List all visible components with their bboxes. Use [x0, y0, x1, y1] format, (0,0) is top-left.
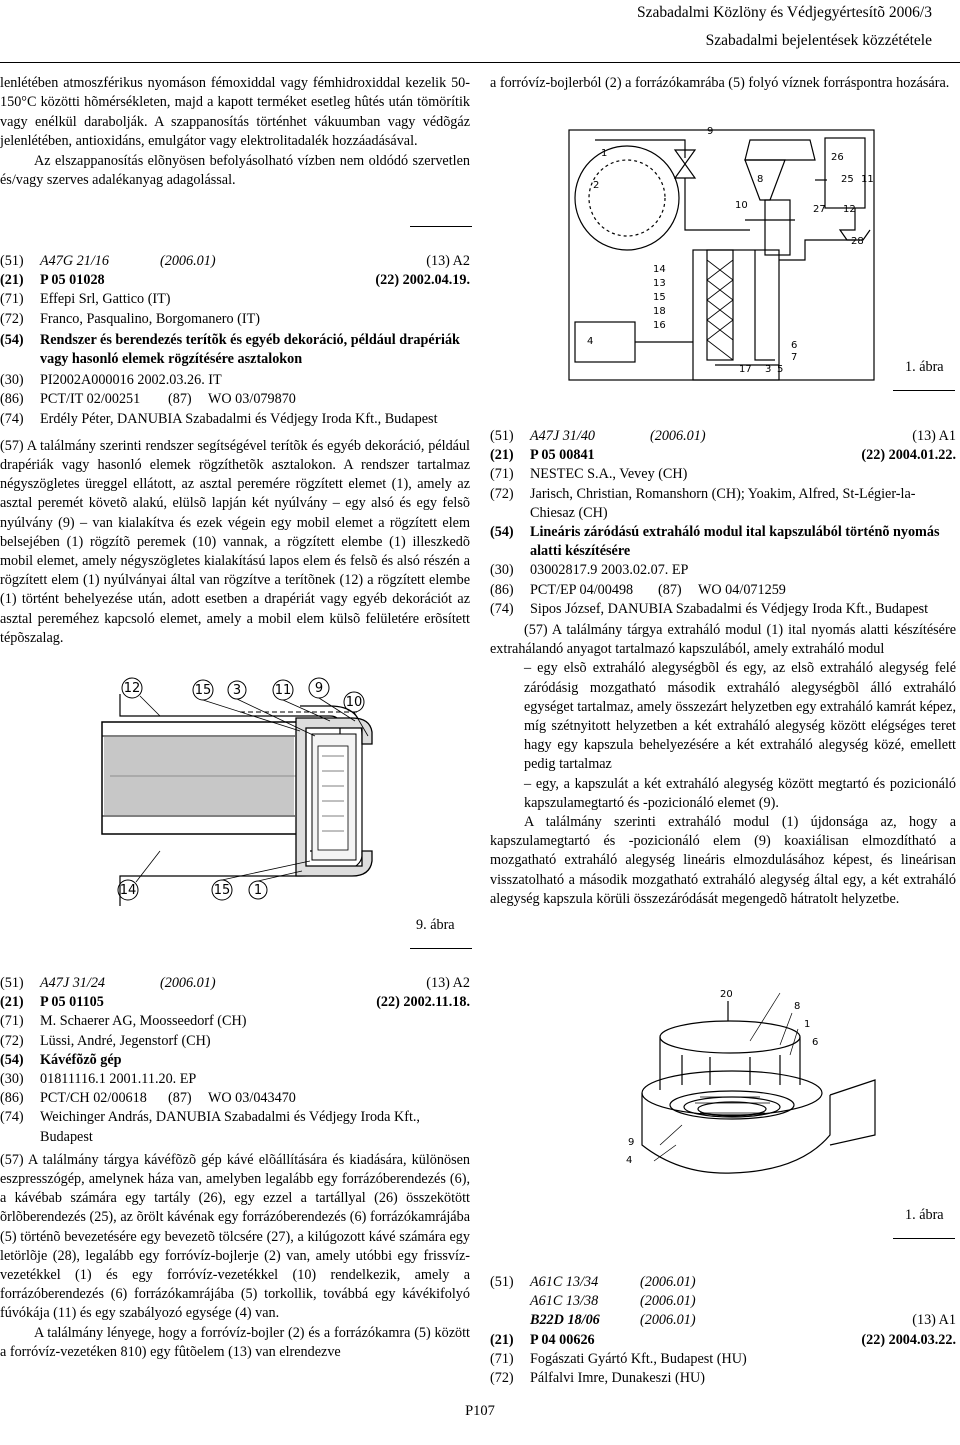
- label-27: 27: [813, 204, 826, 215]
- label-3: 3: [232, 683, 242, 698]
- page-number: P107: [465, 1402, 495, 1419]
- agent: Weichinger András, DANUBIA Szabadalmi és Védjegy Iroda Kft., Budapest: [40, 1109, 420, 1145]
- label-16: 16: [653, 320, 666, 331]
- label-6: 6: [812, 1037, 819, 1048]
- figure-1b-caption: 1. ábra: [905, 1207, 944, 1223]
- priority: 01811116.1 2001.11.20. EP: [40, 1071, 197, 1088]
- label-8: 8: [757, 174, 764, 185]
- abstract: (57) A találmány szerinti rendszer segítségével terítõk és egyéb dekoráció, például drapériák vagy hasonló elemek rögzíthetõk asztalokon. A rendszer tartalmaz négyszögletes üreggel ellátott, az asztal peremére rögzített elemet (1), amely az asztal peremét követõ alakú, elülsõ lapján két nyúlvány – egy alsó és egy felsõ nyúlvány (9) – van kialakítva és ezek végein egy mobil elemet a rögzített elem belsejében (1) rögzítõ peremek (10) vannak, a rögzített elembe (1) illeszkedõ mobil elemet, amely négyszögletes kialakítású lapos elem és felsõ és alsó részén a rögzített elem (1) nyúlványai által van rögzítve a terítõnek (12) a rögzített elembe (1) történt behelyezése után, adott esetben a drapériát vagy egyéb dekorációt az asztal pereméhez kapcsoló elemet, amely a mobil elem külsõ felületére erõsített tépõszalag.: [0, 437, 470, 646]
- label-3: 3: [765, 364, 772, 375]
- figure-1-caption: 1. ábra: [905, 359, 944, 375]
- paragraph: Az elszappanosítás elõnyösen befolyásolható vízben nem oldódó szervetlen és/vagy szerves adalékanyag adagolással.: [0, 152, 470, 189]
- figure-9-drawing: [100, 676, 450, 906]
- patent-entry-a47j-3140: (51) A47J 31/40 (2006.01) (13) A1 (21) P 05 00841 (22) 2004.01.22. (71) NESTEC S.A., Vevey (CH) (72) Jarisch, Christian, Romanshorn (CH); Yoakim, Alfred, St-Légier-la-Chiesaz (CH) (54) Lineáris záródású extraháló modul ital kapszulából történõ nyomás alatti készítésére (30) 03002817.9 2003.02.07. EP (86) PCT/EP 04/00498 (87) WO 04/071259 (74) Sipos József, DANUBIA Szabadalmi és Védjegy Iroda Kft., Budapest (57) A találmány tárgya extraháló modul (1) ital nyomás alatti készítésére extrahálandó anyagot tartalmazó kapszulából, amely extraháló modul – egy elsõ extraháló alegységbõl és egy, az elsõ extraháló alegység felé záródásig mozgatható második extraháló alegységbõl álló extraháló egységet tartalmaz, amely összezárt helyzetben egy extraháló kamrát képez, míg szétnyitott helyzetben a két extraháló alegység között elégséges teret hagy egy kapszula behelyezésére a két extraháló alegység közé, emellett pedig tartalmaz – egy, a kapszulát a két extraháló alegység között megtartó és pozicionáló kapszulamegtartó és -pozicionáló elemet (9). A találmány szerinti extraháló modul (1) újdonsága az, hogy a kapszulamegtartó és -pozicionáló elem (9) koaxiálisan elmozdítható a mozgatható extraháló alegység lineáris elmozdulásához képest, és lineárisan visszatolható a második mozgatható extraháló alegység által egy, a két extraháló alegység kapszula körüli összezáródását megengedõ hátratolt helyzetbe.: [490, 427, 956, 909]
- wo-number: WO 04/071259: [698, 581, 786, 598]
- label-9: 9: [314, 681, 324, 696]
- label-13: 13: [653, 278, 666, 289]
- figure-9-caption: 9. ábra: [416, 917, 455, 933]
- priority: 03002817.9 2003.02.07. EP: [530, 562, 689, 579]
- label-20: 20: [720, 989, 733, 1000]
- inventors: Franco, Pasqualino, Borgomanero (IT): [40, 310, 260, 327]
- label-25: 25: [841, 174, 854, 185]
- inventors: Pálfalvi Imre, Dunakeszi (HU): [530, 1370, 705, 1387]
- ipc-code: A47J 31/40: [530, 428, 596, 444]
- patent-entry-a47g: (51) A47G 21/16 (2006.01) (13) A2 (21) P 05 01028 (22) 2002.04.19. (71) Effepi Srl, Gattico (IT) (72) Franco, Pasqualino, Borgomanero (IT) (54) Rendszer és berendezés terítõk és egyéb dekoráció, például drapériák vagy hasonló elemek rögzítésére asztalokon (30) PI2002A000016 2002.03.26. IT (86) PCT/IT 02/00251 (87) WO 03/079870 (74) Erdély Péter, DANUBIA Szabadalmi és Védjegy Iroda Kft., Budapest (57) A találmány szerinti rendszer segítségével terítõk és egyéb dekoráció, például drapériák vagy hasonló elemek rögzíthetõk asztalokon. A rendszer tartalmaz négyszögletes üreggel ellátott, az asztal peremére rögzített elemet (1), amely az asztal peremét követõ alakú, elülsõ lapján két nyúlvány – egy alsó és egy felsõ nyúlvány (9) – van kialakítva és ezek végein egy mobil elemet a rögzített elem belsejében (1) rögzítõ peremek (10) vannak, a rögzített elembe (1) illeszkedõ mobil elemet, amely négyszögletes kialakítású lapos elem és felsõ és alsó részén a rögzített elem (1) nyúlványai által van rögzítve a terítõnek (12) a rögzített elembe (1) történt behelyezése után, adott esetben a drapériát vagy egyéb dekorációt az asztal pereméhez kapcsoló elemet, amely a mobil elem külsõ felületére erõsített tépõszalag.: [0, 252, 470, 648]
- label-14: 14: [119, 883, 137, 898]
- abstract-dash-item: – egy, a kapszulát a két extraháló alegység között megtartó és pozicionáló kapszulamegtartó és -pozicionáló elemet (9).: [524, 775, 956, 811]
- section-title: Szabadalmi bejelentések közzététele: [705, 32, 932, 49]
- entry-separator: [410, 948, 472, 949]
- label-4: 4: [587, 336, 594, 347]
- label-11: 11: [274, 683, 292, 698]
- wo-number: WO 03/079870: [208, 391, 296, 408]
- label-28: 28: [851, 236, 864, 247]
- label-15: 15: [653, 292, 666, 303]
- applicant: Effepi Srl, Gattico (IT): [40, 291, 171, 308]
- abstract-dash-item: – egy elsõ extraháló alegységbõl és egy, az elsõ extraháló alegység felé záródásig mozgatható második extraháló alegységbõl álló extraháló egységet tartalmaz, amely összezárt helyzetben egy extraháló kamrát képez, míg szétnyitott helyzetben a két extraháló alegység között elégséges teret hagy egy kapszula behelyezésére a két extraháló alegység közé, emellett pedig tartalmaz: [524, 660, 956, 773]
- label-11: 11: [861, 174, 874, 185]
- filing-date: (22) 2004.03.22.: [861, 1331, 956, 1348]
- kind-code: (13) A1: [912, 1312, 956, 1329]
- application-number: P 05 01028: [40, 272, 105, 289]
- label-9: 9: [628, 1137, 635, 1148]
- ipc-code: A61C 13/34: [530, 1274, 599, 1290]
- applicant: Fogászati Gyártó Kft., Budapest (HU): [530, 1350, 747, 1367]
- agent: Sipos József, DANUBIA Szabadalmi és Védjegy Iroda Kft., Budapest: [530, 600, 929, 617]
- label-10: 10: [735, 200, 748, 211]
- applicant: M. Schaerer AG, Moosseedorf (CH): [40, 1013, 247, 1030]
- pct-number: PCT/CH 02/00618: [40, 1090, 147, 1107]
- continued-text: lenlétében atmoszférikus nyomáson fémoxiddal vagy fémhidroxiddal kezelik 50-150°C közötti hõmérsékleten, majd a kapott terméket esetleg hûtés után tömörítik vagy enélkül darabolják. A szappanosítás történhet vákuumban vagy védõgáz jelenlétében, antioxidáns, emulgátor vagy elektrolitadalék hozzáadásával.: [0, 75, 470, 150]
- label-15: 15: [194, 683, 212, 698]
- label-1: 1: [601, 148, 608, 159]
- label-1: 1: [253, 883, 263, 898]
- patent-title: Rendszer és berendezés terítõk és egyéb dekoráció, például drapériák vagy hasonló elemek rögzítésére asztalokon: [40, 331, 460, 368]
- kind-code: (13) A2: [426, 975, 470, 991]
- abstract-paragraph: A találmány szerinti extraháló modul (1) újdonsága az, hogy a kapszulamegtartó és -pozicionáló elem (9) koaxiálisan elmozdítható a mozgatható extraháló alegység lineáris elmozdulásához képest, és lineárisan visszatolható a második mozgatható extraháló alegység által egy, a két extraháló alegység kapszula körüli összezáródását megengedõ hátratolt helyzetbe.: [490, 814, 956, 907]
- header-rule: [0, 62, 960, 63]
- entry-separator: [410, 226, 472, 227]
- filing-date: (22) 2002.04.19.: [375, 272, 470, 289]
- patent-title: Lineáris záródású extraháló modul ital kapszulából történõ nyomás alatti készítésére: [530, 524, 940, 560]
- label-8: 8: [794, 1001, 801, 1012]
- label-26: 26: [831, 152, 844, 163]
- filing-date: (22) 2002.11.18.: [376, 994, 470, 1011]
- label-4: 4: [626, 1155, 633, 1166]
- label-17: 17: [739, 364, 752, 375]
- label-12: 12: [843, 204, 856, 215]
- inventors: Lüssi, André, Jegenstorf (CH): [40, 1032, 211, 1049]
- figure-1-extraction-module: [620, 985, 890, 1190]
- priority: PI2002A000016 2002.03.26. IT: [40, 372, 222, 389]
- wo-number: WO 03/043470: [208, 1090, 296, 1107]
- abstract: (57) A találmány tárgya kávéfõzõ gép kávé elõállítására és kiadására, különösen eszpresszógép, amelynek háza van, amelyben legalább egy forrázóberendezés (6), a kávébab számára egy tartály (26), egy ezzel a tartállyal (26) összekötött õrlõberendezés (25), az õrölt kávénak egy forrázóberendezés (6) forrázókamrájába (5) történõ bevezetésére egy bevezetõ tölcsére (27), a kilúgozott kávé számára egy letörlõje (28), legalább egy forróvíz-bojlerje (2) van, amely utóbbi egy frissvíz-vezetékkel (1) és egy forróvíz-vezetékkel (10) rendelkezik, amely a forrázóberendezés (6) forrázókamrájába (5) torkollik, továbbá egy kávékifolyó fúvókája (11) és egy szabályozó egysége (4) van.: [0, 1151, 470, 1322]
- label-14: 14: [653, 264, 666, 275]
- journal-title: Szabadalmi Közlöny és Védjegyértesítõ 2006/3: [636, 4, 932, 21]
- label-10: 10: [345, 695, 363, 710]
- pct-number: PCT/EP 04/00498: [530, 581, 634, 598]
- ipc-code: B22D 18/06: [530, 1312, 600, 1329]
- kind-code: (13) A1: [912, 428, 956, 444]
- patent-title: Kávéfõzõ gép: [40, 1051, 122, 1068]
- inventors: Jarisch, Christian, Romanshorn (CH); Yoakim, Alfred, St-Légier-la-Chiesaz (CH): [530, 485, 916, 521]
- label-12: 12: [123, 681, 141, 696]
- patent-entry-a47j-3124: (51) A47J 31/24 (2006.01) (13) A2 (21) P 05 01105 (22) 2002.11.18. (71) M. Schaerer AG, Moosseedorf (CH) (72) Lüssi, André, Jegenstorf (CH) (54) Kávéfõzõ gép (30) 01811116.1 2001.11.20. EP (86) PCT/CH 02/00618 (87) WO 03/043470 (74) Weichinger András, DANUBIA Szabadalmi és Védjegy Iroda Kft., Budapest (57) A találmány tárgya kávéfõzõ gép kávé elõállítására és kiadására, különösen eszpresszógép, amelynek háza van, amelyben legalább egy forrázóberendezés (6), a kávébab számára egy tartály (26), egy ezzel a tartállyal (26) összekötött õrlõberendezés (25), az õrölt kávénak egy forrázóberendezés (6) forrázókamrájába (5) történõ bevezetésére egy bevezetõ tölcsére (27), a kilúgozott kávé számára egy letörlõje (28), legalább egy forróvíz-bojlerje (2) van, amely utóbbi egy frissvíz-vezetékkel (1) és egy forróvíz-vezetékkel (10) rendelkezik, amely a forrázóberendezés (6) forrázókamrájába (5) torkollik, továbbá egy kávékifolyó fúvókája (11) és egy szabályozó egysége (4) van. A találmány lényege, hogy a forróvíz-bojler (2) és a forrázókamra (5) között a forróvíz-vezetéken 810) egy fûtõelem (13) van elrendezve: [0, 974, 470, 1362]
- label-5: 5: [777, 364, 784, 375]
- application-number: P 05 01105: [40, 994, 104, 1011]
- applicant: NESTEC S.A., Vevey (CH): [530, 466, 688, 483]
- ipc-code: A47J 31/24: [40, 975, 106, 991]
- continued-text: a forróvíz-bojlerból (2) a forrázókamrába (5) folyó víznek forráspontra hozására.: [490, 75, 950, 91]
- application-number: P 04 00626: [530, 1331, 595, 1348]
- agent: Erdély Péter, DANUBIA Szabadalmi és Védjegy Iroda Kft., Budapest: [40, 410, 438, 427]
- ipc-code: A47G 21/16: [40, 253, 109, 269]
- application-number: P 05 00841: [530, 447, 595, 464]
- kind-code: (13) A2: [426, 253, 470, 269]
- label-1: 1: [804, 1019, 811, 1030]
- filing-date: (22) 2004.01.22.: [861, 447, 956, 464]
- label-18: 18: [653, 306, 666, 317]
- label-9: 9: [707, 126, 714, 137]
- label-15b: 15: [213, 883, 231, 898]
- abstract-paragraph: A találmány lényege, hogy a forróvíz-bojler (2) és a forrázókamra (5) között a forróvíz-vezetéken 810) egy fûtõelem (13) van elrendezve: [0, 1324, 470, 1360]
- label-7: 7: [791, 352, 798, 363]
- abstract: (57) A találmány tárgya extraháló modul (1) ital nyomás alatti készítésére extrahálandó anyagot tartalmazó kapszulából, amely extraháló modul: [490, 622, 956, 658]
- figure-1-coffee-machine: [565, 120, 880, 388]
- label-2: 2: [593, 180, 600, 191]
- label-6: 6: [791, 340, 798, 351]
- entry-separator: [893, 390, 955, 391]
- entry-separator: [893, 1238, 955, 1239]
- ipc-code: A61C 13/38: [530, 1293, 599, 1310]
- pct-number: PCT/IT 02/00251: [40, 391, 141, 408]
- patent-entry-a61c: (51) A61C 13/34 (2006.01) A61C 13/38 (2006.01) B22D 18/06 (2006.01) (13) A1 (21) P 04 00626 (22) 2004.03.22. (71) Fogászati Gyártó Kft., Budapest (HU) (72) Pálfalvi Imre, Dunakeszi (HU): [490, 1273, 956, 1388]
